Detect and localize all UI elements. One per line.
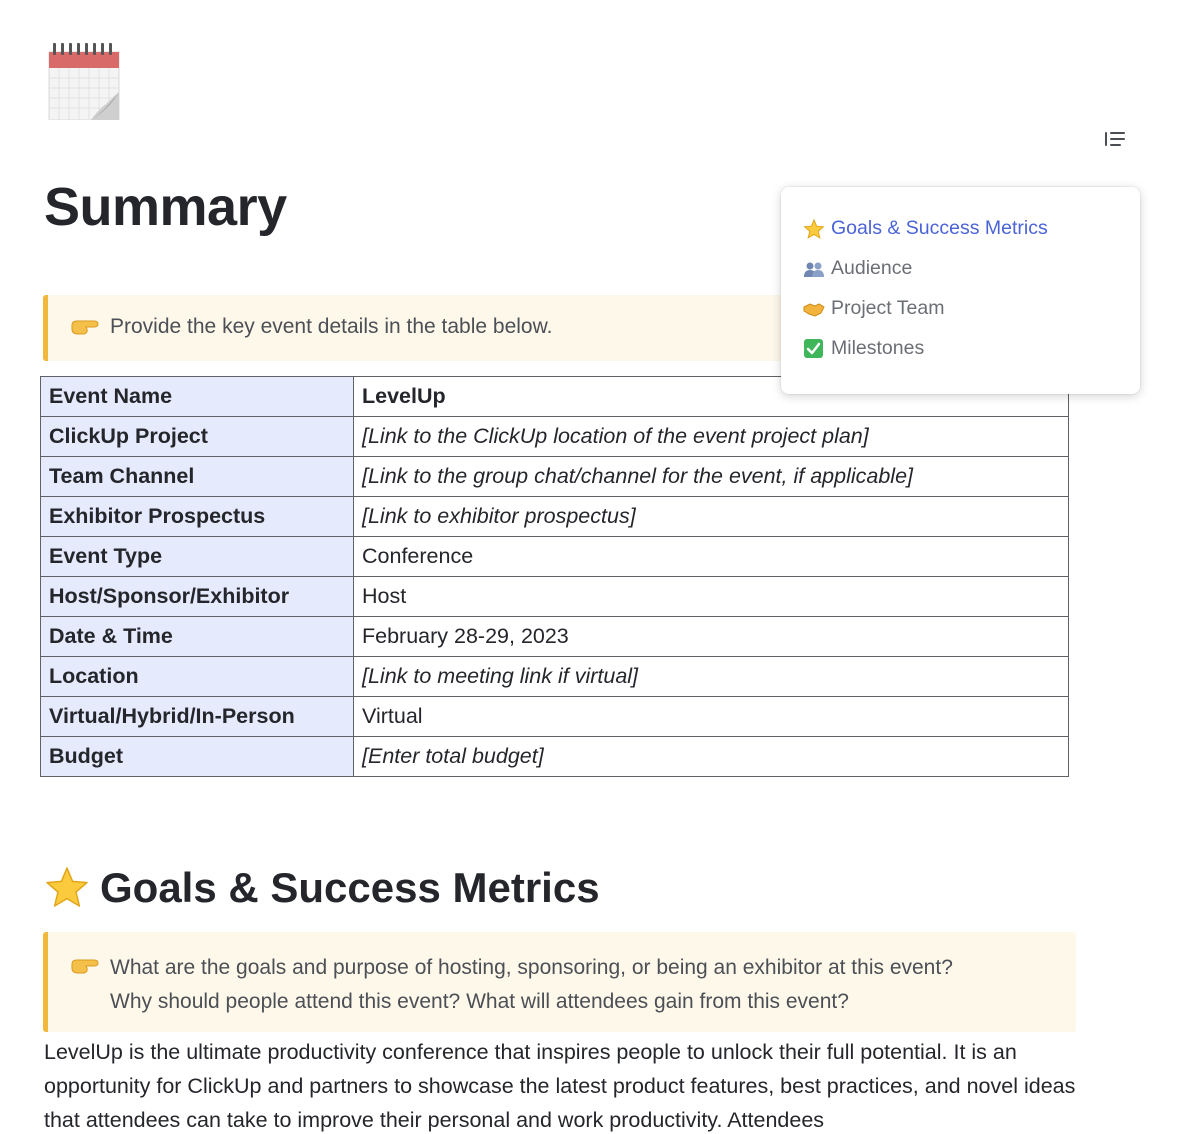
goals-body-paragraph: LevelUp is the ultimate productivity conference that inspires people to unlock their full potential. It is an opportunity for ClickUp and partners to showcase the latest product features, best practices, and novel ideas that attendees can take to improve their personal and work productivity. Attendees [44, 1040, 1076, 1132]
table-key-cell[interactable]: Budget [41, 737, 354, 777]
table-key-cell[interactable]: ClickUp Project [41, 417, 354, 457]
toc-item-label: Audience [831, 257, 913, 279]
toc-item-audience[interactable] [803, 257, 912, 280]
table-key-cell[interactable]: Virtual/Hybrid/In-Person [41, 697, 354, 737]
callout-line: Why should people attend this event? What will attendees gain from this event? [110, 990, 849, 1013]
star-icon [44, 865, 90, 911]
goals-callout [43, 932, 1076, 1032]
goals-heading-text: Goals & Success Metrics [100, 864, 600, 911]
pointing-hand-icon [70, 317, 100, 337]
toc-item-label: Project Team [831, 297, 945, 319]
callout-text [110, 951, 953, 1019]
table-value-cell[interactable]: February 28-29, 2023 [354, 617, 1069, 657]
table-value-cell[interactable]: [Enter total budget] [354, 737, 1069, 777]
table-value-cell[interactable]: [Link to meeting link if virtual] [354, 657, 1069, 697]
table-value-cell[interactable]: Conference [354, 537, 1069, 577]
table-key-cell[interactable]: Location [41, 657, 354, 697]
toc-item-project-team[interactable] [803, 297, 944, 320]
table-value-cell[interactable]: Virtual [354, 697, 1069, 737]
table-value-cell[interactable]: [Link to exhibitor prospectus] [354, 497, 1069, 537]
page-title: Summary [44, 177, 287, 237]
callout-line: What are the goals and purpose of hosting, sponsoring, or being an exhibitor at this event? [110, 956, 953, 979]
table-row [41, 457, 1069, 497]
table-key-cell[interactable]: Exhibitor Prospectus [41, 497, 354, 537]
table-key-cell[interactable]: Event Type [41, 537, 354, 577]
handshake-icon [803, 299, 825, 319]
callout-text: Provide the key event details in the table below. [110, 315, 553, 338]
calendar-icon[interactable] [48, 40, 120, 120]
table-row [41, 657, 1069, 697]
star-icon [803, 219, 825, 239]
table-row [41, 737, 1069, 777]
event-details-table [40, 376, 1069, 777]
toc-item-label: Goals & Success Metrics [831, 217, 1048, 239]
goals-heading [44, 864, 600, 912]
table-value-cell[interactable]: LevelUp [354, 377, 1069, 417]
pointing-hand-icon [70, 956, 100, 976]
table-row [41, 577, 1069, 617]
table-row [41, 617, 1069, 657]
people-icon [803, 259, 825, 279]
table-row [41, 537, 1069, 577]
table-value-cell[interactable]: [Link to the group chat/channel for the event, if applicable] [354, 457, 1069, 497]
table-row [41, 697, 1069, 737]
table-row [41, 417, 1069, 457]
table-value-cell[interactable]: [Link to the ClickUp location of the event project plan] [354, 417, 1069, 457]
table-key-cell[interactable]: Host/Sponsor/Exhibitor [41, 577, 354, 617]
toc-item-milestones[interactable] [803, 337, 924, 360]
table-key-cell[interactable]: Date & Time [41, 617, 354, 657]
table-key-cell[interactable]: Team Channel [41, 457, 354, 497]
table-of-contents-toggle-icon[interactable] [1104, 130, 1126, 148]
check-box-icon [803, 339, 825, 359]
table-key-cell[interactable]: Event Name [41, 377, 354, 417]
toc-item-label: Milestones [831, 337, 925, 359]
toc-item-goals[interactable] [803, 217, 1048, 240]
table-of-contents-popover [781, 187, 1140, 394]
table-row [41, 497, 1069, 537]
table-value-cell[interactable]: Host [354, 577, 1069, 617]
